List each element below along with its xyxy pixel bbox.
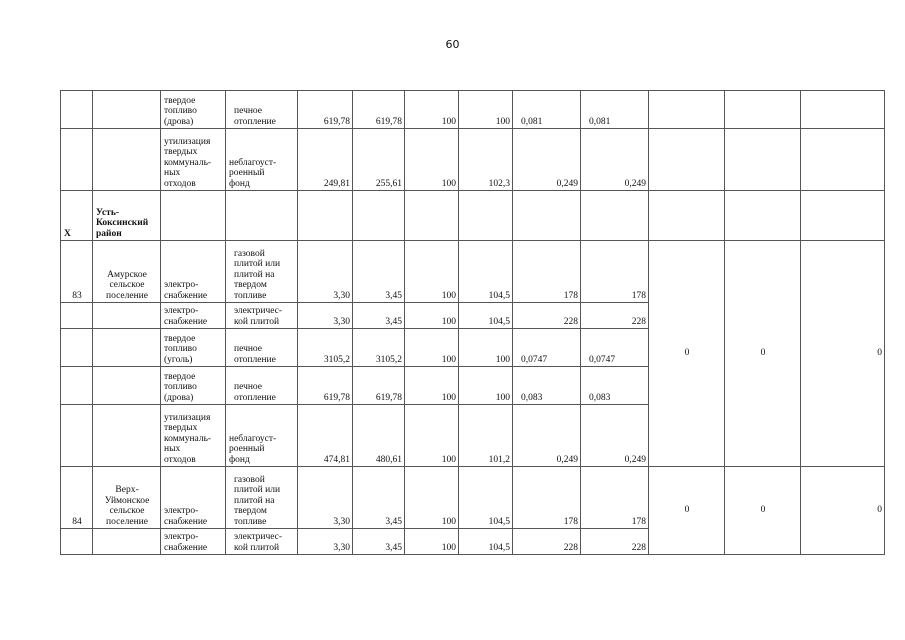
empty-cell [459,191,513,241]
value-cell: 100 [405,405,459,467]
settlement-cell [93,129,161,191]
value-cell: 100 [405,241,459,303]
district-number: X [61,191,93,241]
type-cell: печное отопление [226,329,298,367]
value-cell: 100 [405,467,459,529]
value-cell: 0,249 [581,129,649,191]
merged-value-cell: 0 [649,467,725,555]
type-cell: печное отопление [226,91,298,129]
value-cell: 619,78 [353,91,405,129]
value-cell: 104,5 [459,241,513,303]
table-row [61,91,885,129]
settlement-cell [93,367,161,405]
settlement-cell: Верх- Уймонское сельское поселение [93,467,161,529]
row-number [61,329,93,367]
table-row [61,241,885,303]
value-cell: 101,2 [459,405,513,467]
value-cell: 0,083 [513,367,581,405]
empty-cell [649,191,725,241]
empty-cell [226,191,298,241]
empty-cell [513,191,581,241]
value-cell: 100 [405,91,459,129]
service-cell: электро- снабжение [161,303,226,329]
value-cell: 104,5 [459,303,513,329]
row-number [61,129,93,191]
empty-cell [649,91,725,129]
value-cell: 255,61 [353,129,405,191]
value-cell: 100 [459,367,513,405]
value-cell: 619,78 [298,367,353,405]
value-cell: 3,30 [298,241,353,303]
empty-cell [298,191,353,241]
value-cell: 0,0747 [513,329,581,367]
value-cell: 178 [513,241,581,303]
empty-cell [725,91,801,129]
service-cell: электро- снабжение [161,529,226,555]
value-cell: 0,249 [581,405,649,467]
empty-cell [353,191,405,241]
empty-cell [405,191,459,241]
value-cell: 480,61 [353,405,405,467]
value-cell: 619,78 [353,367,405,405]
table-row [61,129,885,191]
row-number [61,405,93,467]
value-cell: 0,083 [581,367,649,405]
value-cell: 100 [459,329,513,367]
value-cell: 3,30 [298,529,353,555]
value-cell: 100 [405,129,459,191]
empty-cell [581,191,649,241]
value-cell: 228 [513,303,581,329]
row-number [61,303,93,329]
service-cell: твердое топливо (уголь) [161,329,226,367]
empty-cell [649,129,725,191]
value-cell: 100 [405,529,459,555]
value-cell: 228 [513,529,581,555]
type-cell: печное отопление [226,367,298,405]
row-number: 83 [61,241,93,303]
value-cell: 249,81 [298,129,353,191]
district-row [61,191,885,241]
merged-value-cell: 0 [649,241,725,467]
value-cell: 3105,2 [298,329,353,367]
settlement-cell: Амурское сельское поселение [93,241,161,303]
settlement-cell [93,529,161,555]
service-cell: твердое топливо (дрова) [161,367,226,405]
value-cell: 3,45 [353,529,405,555]
row-number [61,529,93,555]
settlement-cell [93,303,161,329]
value-cell: 100 [405,329,459,367]
table-row [61,467,885,529]
merged-value-cell: 0 [801,467,885,555]
value-cell: 3,30 [298,467,353,529]
value-cell: 104,5 [459,467,513,529]
empty-cell [725,191,801,241]
settlement-cell [93,405,161,467]
empty-cell [801,191,885,241]
value-cell: 474,81 [298,405,353,467]
value-cell: 100 [405,367,459,405]
value-cell: 3,30 [298,303,353,329]
empty-cell [161,191,226,241]
value-cell: 100 [459,91,513,129]
value-cell: 3,45 [353,467,405,529]
type-cell: неблагоуст- роенный фонд [226,405,298,467]
page-number: 60 [445,38,460,51]
value-cell: 228 [581,303,649,329]
value-cell: 3,45 [353,241,405,303]
empty-cell [725,129,801,191]
service-cell: утилизация твердых коммуналь- ных отходов [161,129,226,191]
type-cell: неблагоуст- роенный фонд [226,129,298,191]
value-cell: 0,081 [581,91,649,129]
settlement-cell [93,329,161,367]
empty-cell [801,91,885,129]
row-number [61,367,93,405]
merged-value-cell: 0 [725,467,801,555]
service-cell: утилизация твердых коммуналь- ных отходов [161,405,226,467]
merged-value-cell: 0 [801,241,885,467]
district-name: Усть- Коксинский район [93,191,161,241]
service-cell: электро- снабжение [161,241,226,303]
service-cell: твердое топливо (дрова) [161,91,226,129]
type-cell: электричес- кой плитой [226,529,298,555]
value-cell: 100 [405,303,459,329]
value-cell: 178 [581,467,649,529]
value-cell: 3105,2 [353,329,405,367]
value-cell: 104,5 [459,529,513,555]
value-cell: 178 [513,467,581,529]
row-number: 84 [61,467,93,529]
value-cell: 3,45 [353,303,405,329]
value-cell: 0,249 [513,405,581,467]
value-cell: 619,78 [298,91,353,129]
merged-value-cell: 0 [725,241,801,467]
type-cell: электричес- кой плитой [226,303,298,329]
value-cell: 178 [581,241,649,303]
value-cell: 102,3 [459,129,513,191]
empty-cell [801,129,885,191]
value-cell: 0,249 [513,129,581,191]
settlement-cell [93,91,161,129]
value-cell: 0,0747 [581,329,649,367]
type-cell: газовой плитой или плитой на твердом топливе [226,467,298,529]
service-cell: электро- снабжение [161,467,226,529]
value-cell: 228 [581,529,649,555]
value-cell: 0,081 [513,91,581,129]
row-number [61,91,93,129]
type-cell: газовой плитой или плитой на твердом топливе [226,241,298,303]
tariff-table [60,90,885,555]
